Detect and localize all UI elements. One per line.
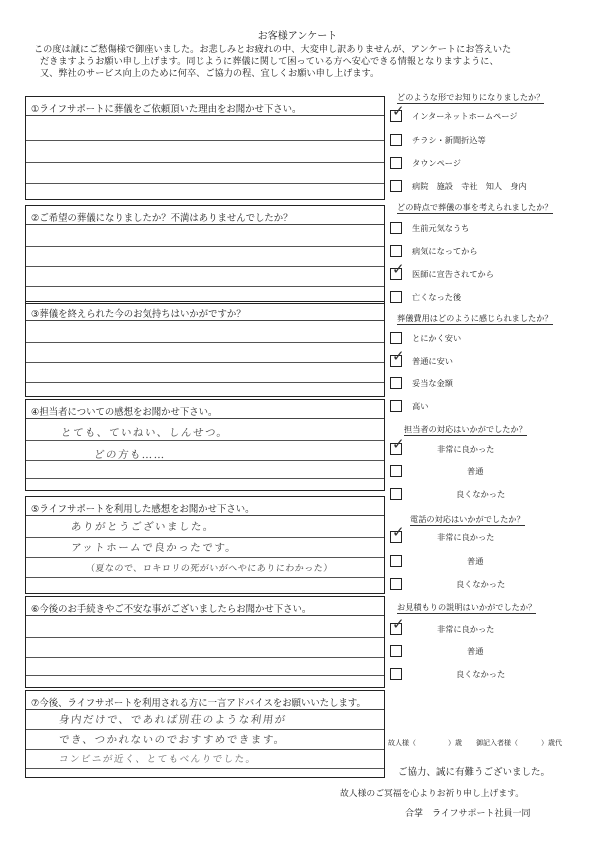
question-6-label: ⑥今後のお手続きやご不安な事がございましたらお聞かせ下さい。 (26, 597, 384, 616)
answer-line (26, 657, 384, 658)
checkbox[interactable] (390, 260, 405, 280)
option-label: 普通 (467, 466, 484, 476)
writer-age-label: 御記入者様（ (476, 739, 518, 747)
question-2-label: ②ご希望の葬儀になりましたか？不満はありませんでしたか？ (26, 206, 384, 225)
handwritten-answer: どの方も…… (93, 449, 167, 461)
checkbox[interactable] (390, 465, 402, 477)
answer-line (26, 729, 384, 730)
question-5-box (25, 496, 385, 594)
question-5-label: ⑤ライフサポートを利用した感想をお聞かせ下さい。 (26, 497, 384, 516)
option-label: 生前元気なうち (412, 223, 470, 233)
checkmark-icon: ✓ (392, 523, 405, 541)
question-7-box (25, 690, 385, 778)
option-label: 病気になってから (412, 246, 478, 256)
checkbox[interactable] (390, 435, 405, 455)
handwritten-answer: とても、ていねい、しんせつ。 (60, 427, 230, 439)
answer-line (26, 382, 384, 383)
checkmark-icon: ✓ (392, 615, 405, 633)
checkbox[interactable] (390, 245, 402, 257)
right-question-2: どの時点で葬儀の事を考えられましたか？ (397, 202, 553, 212)
checkbox[interactable] (390, 523, 405, 543)
checkbox[interactable] (390, 134, 402, 146)
question-1-box (25, 96, 385, 200)
checkbox[interactable] (390, 488, 402, 500)
answer-line (26, 557, 384, 558)
option-label: 良くなかった (456, 579, 506, 589)
answer-line (26, 286, 384, 287)
option-label: 非常に良かった (437, 444, 495, 454)
thanks-text: ご協力、誠に有難うございました。 (398, 767, 551, 778)
question-7-label: ⑦今後、ライフサポートを利用される方に一言アドバイスをお願いいたします。 (26, 691, 384, 710)
checkbox[interactable] (390, 645, 402, 657)
answer-line (26, 537, 384, 538)
right-question-3: 葬儀費用はどのように感じられましたか？ (397, 313, 553, 323)
checkbox[interactable] (390, 332, 402, 344)
answer-line (26, 637, 384, 638)
checkbox[interactable] (390, 102, 405, 122)
option-label: 妥当な金額 (412, 378, 453, 388)
survey-title: お客様アンケート (257, 31, 338, 42)
option-label: 非常に良かった (437, 532, 495, 542)
answer-line (26, 768, 384, 769)
handwritten-answer: でき、つかれないのでおすすめできます。 (58, 734, 287, 746)
writer-age-unit: ）歳代 (541, 739, 562, 747)
checkbox[interactable] (390, 291, 402, 303)
answer-line (26, 266, 384, 267)
checkbox[interactable] (390, 347, 405, 367)
answer-line (26, 140, 384, 141)
question-2-box (25, 205, 385, 304)
checkbox[interactable] (390, 615, 405, 635)
option-label: 亡くなった後 (412, 292, 462, 302)
option-label: とにかく安い (412, 333, 462, 343)
option-label: 良くなかった (456, 669, 506, 679)
checkmark-icon: ✓ (392, 102, 405, 120)
option-label: 普通に安い (412, 356, 453, 366)
question-1-label: ①ライフサポートに葬儀をご依頼頂いた理由をお聞かせ下さい。 (26, 97, 384, 116)
right-question-5: 電話の対応はいかがでしたか？ (410, 514, 525, 524)
checkmark-icon: ✓ (392, 347, 405, 365)
option-label: 非常に良かった (437, 624, 495, 634)
checkbox[interactable] (390, 668, 402, 680)
option-label: インターネットホームページ (412, 111, 518, 121)
question-6-box (25, 596, 385, 688)
checkbox[interactable] (390, 222, 402, 234)
option-label: 病院 施設 寺社 知人 身内 (412, 181, 527, 191)
handwritten-answer: アットホームで良かったです。 (70, 542, 239, 554)
option-label: 良くなかった (456, 489, 506, 499)
handwritten-answer: （夏なので、ロキロリの死がいがへやにありにわかった） (85, 564, 334, 574)
answer-line (26, 478, 384, 479)
signature-text: 合掌 ライフサポート社員一同 (405, 809, 531, 819)
intro-line-3: 又、弊社のサービス向上のために何卒、ご協力の程、宜しくお願い申し上げます。 (40, 68, 380, 79)
deceased-age-label: 故人様（ (388, 739, 416, 747)
option-label: 医師に宣告されてから (412, 269, 494, 279)
checkmark-icon: ✓ (392, 435, 405, 453)
answer-line (26, 362, 384, 363)
checkmark-icon: ✓ (392, 260, 405, 278)
answer-line (26, 577, 384, 578)
right-question-1: どのような形でお知りになりましたか？ (397, 92, 545, 102)
handwritten-answer: コンビニが近く、とてもべんりでした。 (58, 754, 258, 765)
handwritten-answer: ありがとうございました。 (70, 521, 216, 533)
checkbox[interactable] (390, 180, 402, 192)
intro-line-1: この度は誠にご愁傷様で御座いました。お悲しみとお疲れの中、大変申し訳ありませんが、アンケートにお答えいた (34, 44, 512, 55)
handwritten-answer: 身内だけで、であれば別荘のような利用が (58, 714, 288, 726)
question-3-box (25, 301, 385, 397)
deceased-age-unit: ）歳 (448, 739, 462, 747)
answer-line (26, 749, 384, 750)
checkbox[interactable] (390, 578, 402, 590)
answer-line (26, 183, 384, 184)
checkbox[interactable] (390, 377, 402, 389)
answer-line (26, 246, 384, 247)
option-label: 普通 (467, 556, 484, 566)
right-question-4: 担当者の対応はいかがでしたか？ (404, 424, 527, 434)
question-4-label: ④担当者についての感想をお聞かせ下さい。 (26, 400, 384, 419)
right-question-6: お見積もりの説明はいかがでしたか？ (397, 602, 537, 612)
option-label: タウンページ (412, 158, 461, 168)
answer-line (26, 162, 384, 163)
answer-line (26, 440, 384, 441)
prayer-text: 故人様のご冥福を心よりお祈り申し上げます。 (340, 789, 525, 799)
checkbox[interactable] (390, 157, 402, 169)
question-3-label: ③葬儀を終えられた今のお気持ちはいかがですか？ (26, 302, 384, 321)
checkbox[interactable] (390, 555, 402, 567)
answer-line (26, 675, 384, 676)
option-label: チラシ・新聞折込等 (412, 135, 486, 145)
option-label: 高い (412, 401, 429, 411)
question-4-box (25, 399, 385, 491)
checkbox[interactable] (390, 400, 402, 412)
option-label: 普通 (467, 646, 484, 656)
answer-line (26, 460, 384, 461)
answer-line (26, 342, 384, 343)
intro-line-2: だきますようお願い申し上げます。同じように葬儀に関して困っている方へ安心できる情報となりますように、 (40, 56, 499, 67)
